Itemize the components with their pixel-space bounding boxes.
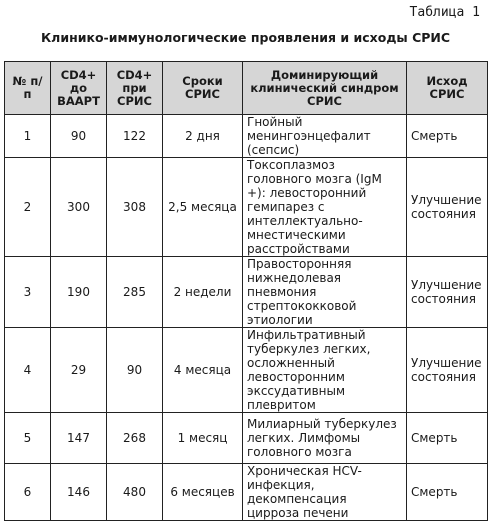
iris-outcomes-table bbox=[4, 61, 488, 521]
cell-timing: 2 недели bbox=[163, 257, 243, 328]
cell-num: 1 bbox=[5, 115, 51, 158]
cell-syndrome: Инфильтративный туберкулез легких, осложненный левосторонним экссудативным плевритом bbox=[243, 328, 407, 413]
cell-num: 3 bbox=[5, 257, 51, 328]
cell-num: 4 bbox=[5, 328, 51, 413]
cell-cd4-iris: 122 bbox=[107, 115, 163, 158]
cell-syndrome: Токсоплазмоз головного мозга (IgM +): левосторонний гемипарез с интеллектуально-мнестическими расстройствами bbox=[243, 158, 407, 257]
cell-syndrome: Хроническая HCV-инфекция, декомпенсация цирроза печени bbox=[243, 464, 407, 521]
table-title: Клинико-иммунологические проявления и исходы СРИС bbox=[40, 30, 451, 45]
cell-syndrome: Правосторонняя нижнедолевая пневмония стрептококковой этиологии bbox=[243, 257, 407, 328]
cell-cd4-iris: 480 bbox=[107, 464, 163, 521]
cell-timing: 6 месяцев bbox=[163, 464, 243, 521]
header-cd4-before: CD4+ до ВААРТ bbox=[51, 62, 107, 115]
cell-cd4-before: 190 bbox=[51, 257, 107, 328]
table-row bbox=[5, 158, 488, 257]
cell-cd4-iris: 308 bbox=[107, 158, 163, 257]
cell-num: 5 bbox=[5, 413, 51, 464]
cell-cd4-before: 146 bbox=[51, 464, 107, 521]
cell-outcome: Улучшение состояния bbox=[407, 158, 488, 257]
cell-cd4-before: 29 bbox=[51, 328, 107, 413]
cell-cd4-before: 300 bbox=[51, 158, 107, 257]
table-number-label: Таблица 1 bbox=[409, 5, 480, 20]
header-outcome: Исход СРИС bbox=[407, 62, 488, 115]
cell-outcome: Смерть bbox=[407, 464, 488, 521]
cell-outcome: Смерть bbox=[407, 413, 488, 464]
cell-timing: 1 месяц bbox=[163, 413, 243, 464]
table-row bbox=[5, 328, 488, 413]
cell-cd4-before: 90 bbox=[51, 115, 107, 158]
cell-syndrome: Гнойный менингоэнцефалит (сепсис) bbox=[243, 115, 407, 158]
cell-timing: 4 месяца bbox=[163, 328, 243, 413]
cell-cd4-iris: 90 bbox=[107, 328, 163, 413]
header-num: № п/п bbox=[5, 62, 51, 115]
cell-cd4-iris: 285 bbox=[107, 257, 163, 328]
cell-outcome: Смерть bbox=[407, 115, 488, 158]
header-cd4-iris: CD4+ при СРИС bbox=[107, 62, 163, 115]
cell-syndrome: Милиарный туберкулез легких. Лимфомы головного мозга bbox=[243, 413, 407, 464]
table-row bbox=[5, 257, 488, 328]
cell-num: 2 bbox=[5, 158, 51, 257]
table-row bbox=[5, 413, 488, 464]
cell-outcome: Улучшение состояния bbox=[407, 328, 488, 413]
cell-timing: 2 дня bbox=[163, 115, 243, 158]
cell-outcome: Улучшение состояния bbox=[407, 257, 488, 328]
cell-cd4-before: 147 bbox=[51, 413, 107, 464]
header-timing: Сроки СРИС bbox=[163, 62, 243, 115]
table-row bbox=[5, 464, 488, 521]
cell-timing: 2,5 месяца bbox=[163, 158, 243, 257]
cell-num: 6 bbox=[5, 464, 51, 521]
cell-cd4-iris: 268 bbox=[107, 413, 163, 464]
header-syndrome: Доминирующий клинический синдром СРИС bbox=[243, 62, 407, 115]
header-row bbox=[5, 62, 488, 115]
table-row bbox=[5, 115, 488, 158]
